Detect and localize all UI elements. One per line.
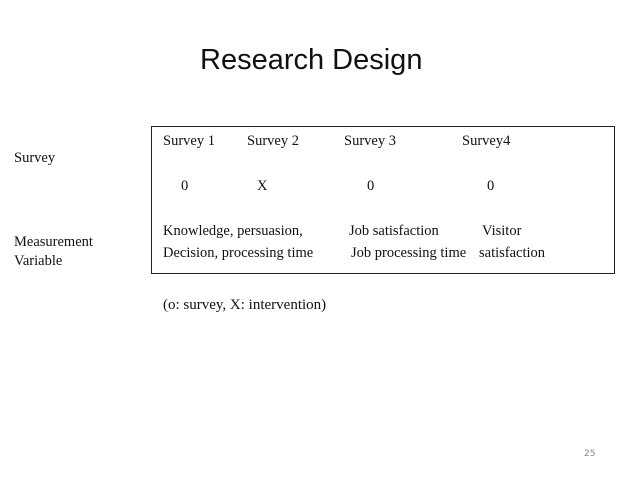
legend-note: (o: survey, X: intervention) xyxy=(163,297,327,313)
survey-3-variable-line1: Job satisfaction xyxy=(349,223,439,239)
page-number: 25 xyxy=(584,449,596,459)
survey-1-header: Survey 1 xyxy=(163,133,215,149)
survey-4-header: Survey4 xyxy=(462,133,511,149)
survey-2-header: Survey 2 xyxy=(247,133,299,149)
survey-3-variable-line2: Job processing time xyxy=(351,245,467,261)
survey-1-mark: 0 xyxy=(181,178,189,194)
slide-title: Research Design xyxy=(200,44,423,76)
row-label-survey: Survey xyxy=(14,150,56,166)
survey-1-variable-line2: Decision, processing time xyxy=(163,245,314,261)
survey-4-variable-line2: satisfaction xyxy=(479,245,546,261)
row-label-variable: Variable xyxy=(14,253,63,269)
survey-2-mark: X xyxy=(257,178,268,194)
survey-4-mark: 0 xyxy=(487,178,495,194)
survey-3-mark: 0 xyxy=(367,178,375,194)
row-label-measurement: Measurement xyxy=(14,234,93,250)
survey-3-header: Survey 3 xyxy=(344,133,396,149)
survey-1-variable-line1: Knowledge, persuasion, xyxy=(163,223,303,239)
survey-4-variable-line1: Visitor xyxy=(482,223,522,239)
